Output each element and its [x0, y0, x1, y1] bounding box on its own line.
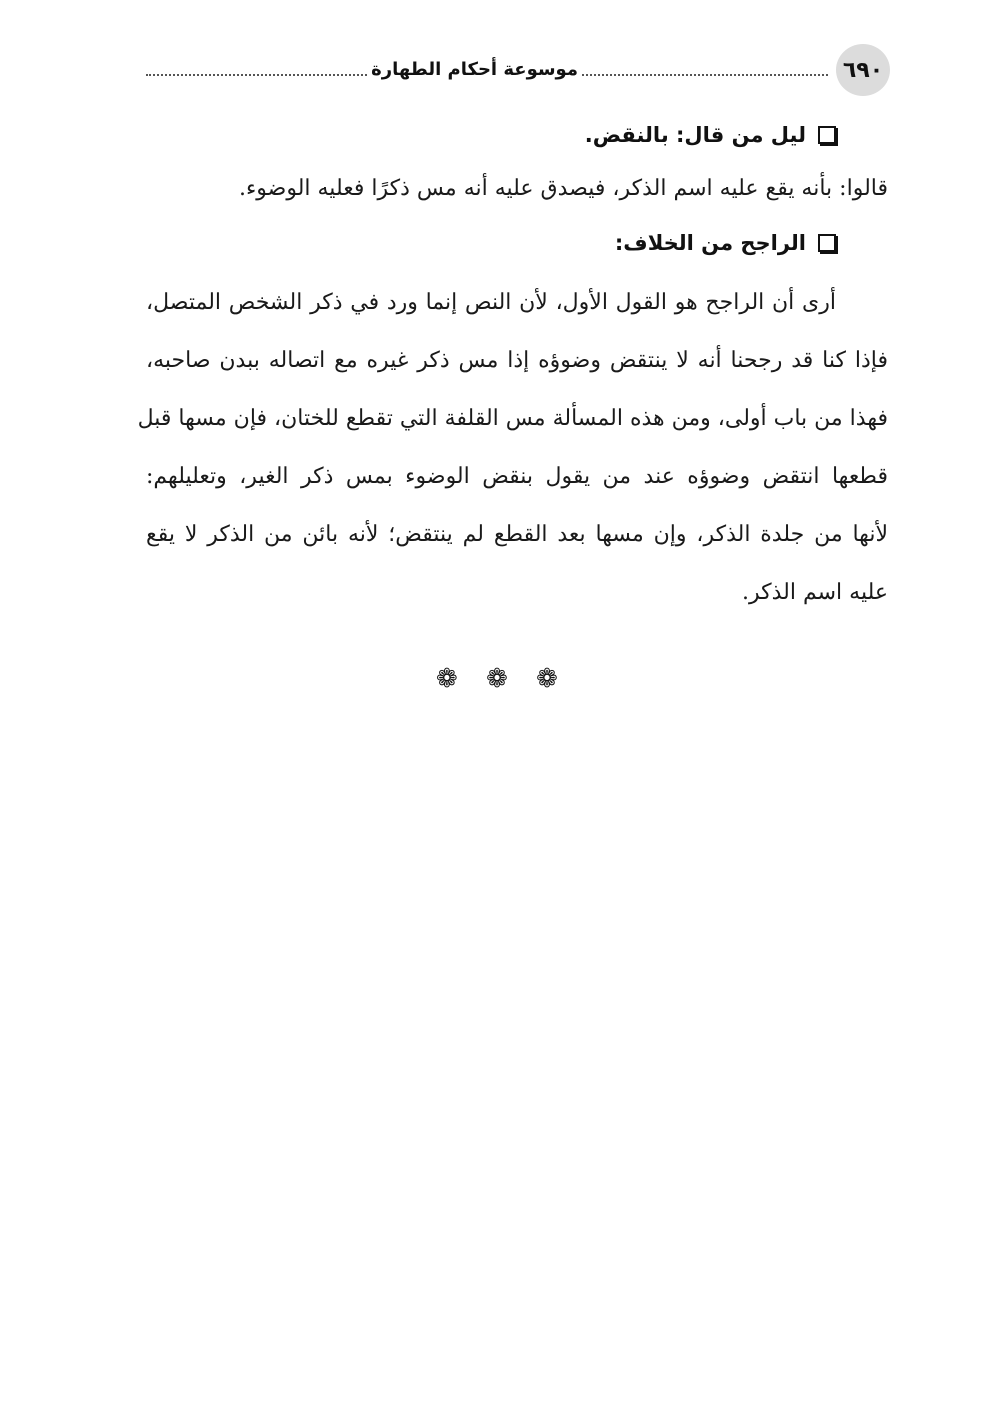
header-title-line — [146, 54, 828, 84]
paragraph-line: قالوا: بأنه يقع عليه اسم الذكر، فيصدق عليه أنه مس ذكرًا فعليه الوضوء. — [238, 176, 888, 201]
paragraph-line: فإذا كنا قد رجحنا أنه لا ينتقض وضوؤه إذا مس ذكر غيره مع اتصاله ببدن صاحبه، — [146, 348, 888, 373]
page-header — [146, 44, 890, 96]
header-dots-left — [146, 74, 367, 76]
main-text — [137, 110, 888, 622]
section-end-ornament: ❁ ❁ ❁ — [436, 664, 568, 694]
checkbox-bullet-icon — [818, 126, 836, 144]
paragraph-line: فهذا من باب أولى، ومن هذه المسألة مس القلفة التي تقطع للختان، فإن مسها قبل — [137, 406, 888, 431]
paragraph-line: لأنها من جلدة الذكر، وإن مسها بعد القطع لم ينتقض؛ لأنه بائن من الذكر لا يقع — [146, 522, 888, 547]
book-title: موسوعة أحكام الطهارة — [371, 58, 578, 80]
paragraph-line: قطعها انتقض وضوؤه عند من يقول بنقض الوضوء بمس ذكر الغير، وتعليلهم: — [146, 464, 888, 489]
heading-text: الراجح من الخلاف: — [614, 231, 806, 255]
section-heading-preponderant — [146, 218, 888, 268]
heading-text: ليل من قال: بالنقض. — [584, 123, 806, 147]
page-number-badge: ٦٩٠ — [836, 44, 890, 96]
header-dots-right — [582, 74, 828, 76]
checkbox-bullet-icon — [818, 234, 836, 252]
paragraph-line: عليه اسم الذكر. — [742, 580, 888, 605]
section-heading-evidence — [146, 110, 888, 160]
paragraph-line: أرى أن الراجح هو القول الأول، لأن النص إنما ورد في ذكر الشخص المتصل، — [146, 290, 836, 315]
